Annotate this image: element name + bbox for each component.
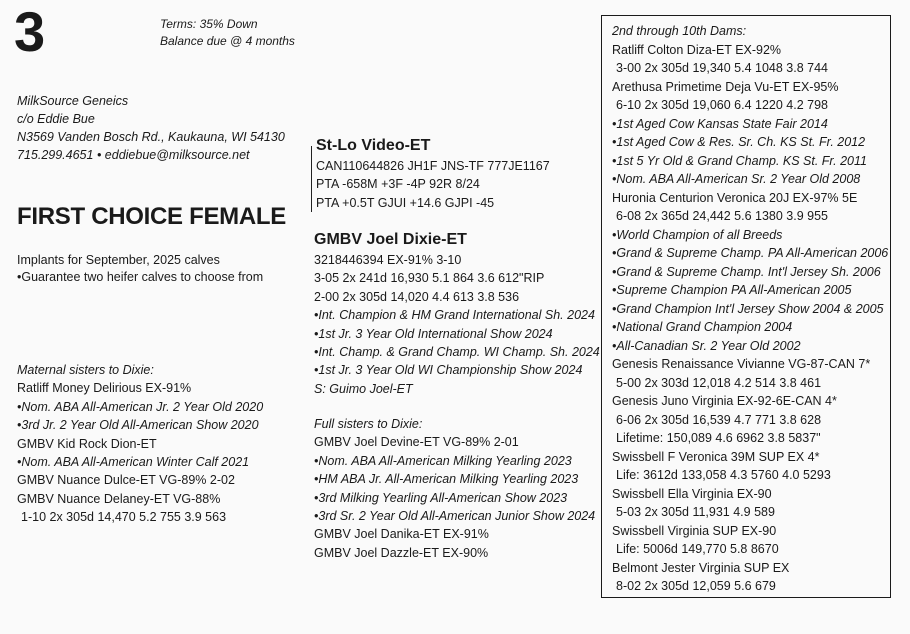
animal-line: Huronia Centurion Veronica 20J EX-97% 5E xyxy=(612,190,858,205)
terms-down: Terms: 35% Down xyxy=(160,17,258,31)
record-line: Life: 5006d 149,770 5.8 8670 xyxy=(616,542,779,556)
maternal-sisters-heading: Maternal sisters to Dixie: xyxy=(17,363,154,377)
maternal-sisters xyxy=(17,361,263,527)
honor-line: S: Guimo Joel-ET xyxy=(314,381,413,396)
implants-line: Implants for September, 2025 calves xyxy=(17,253,220,267)
record-line: Lifetime: 150,089 4.6 6962 3.8 5837" xyxy=(616,431,821,445)
honor-line: •Nom. ABA All-American Milking Yearling 2023 xyxy=(314,453,572,468)
honor-line: •3rd Jr. 2 Year Old All-American Show 2020 xyxy=(17,418,259,433)
honor-line: •3rd Sr. 2 Year Old All-American Junior Show 2024 xyxy=(314,509,596,524)
dam-block xyxy=(314,229,600,398)
seller-phone-email: 715.299.4651 • eddiebue@milksource.net xyxy=(17,148,250,162)
honor-line: •1st Aged Cow Kansas State Fair 2014 xyxy=(612,116,828,131)
terms-balance: Balance due @ 4 months xyxy=(160,34,295,48)
dams-list xyxy=(612,41,888,596)
full-sisters-list xyxy=(314,433,595,562)
dam-name: GMBV Joel Dixie-ET xyxy=(314,231,467,248)
animal-line: Arethusa Primetime Deja Vu-ET EX-95% xyxy=(612,79,839,94)
animal-line: GMBV Kid Rock Dion-ET xyxy=(17,436,157,451)
record-line: 1-10 2x 305d 14,470 5.2 755 3.9 563 xyxy=(21,510,227,525)
sire-line: CAN110644826 JH1F JNS-TF 777JE1167 xyxy=(316,159,550,173)
lot-number: 3 xyxy=(14,0,45,63)
record-line: 6-06 2x 305d 16,539 4.7 771 3.8 628 xyxy=(616,412,822,427)
animal-line: Ratliff Colton Diza-ET EX-92% xyxy=(612,42,782,57)
honor-line: •Int. Champ. & Grand Champ. WI Champ. Sh. 2024 xyxy=(314,345,600,360)
honor-line: •1st Jr. 3 Year Old International Show 2024 xyxy=(314,326,553,341)
honor-line: •1st Aged Cow & Res. Sr. Ch. KS St. Fr. 2012 xyxy=(612,135,866,149)
honor-line: •Int. Champion & HM Grand International Sh. 2024 xyxy=(314,308,595,323)
animal-line: 3-05 2x 241d 16,930 5.1 864 3.6 612"RIP xyxy=(314,271,545,286)
record-line: 3-00 2x 305d 19,340 5.4 1048 3.8 744 xyxy=(616,61,828,75)
record-line: 5-03 2x 305d 11,931 4.9 589 xyxy=(616,505,775,519)
animal-line: 2-00 2x 305d 14,020 4.4 613 3.8 536 xyxy=(314,289,520,304)
honor-line: •Grand & Supreme Champ. Int'l Jersey Sh. 2006 xyxy=(612,264,881,279)
honor-line: •World Champion of all Breeds xyxy=(612,227,783,242)
animal-line: GMBV Nuance Delaney-ET VG-88% xyxy=(17,491,221,506)
honor-line: •Grand & Supreme Champ. PA All-American 2006 xyxy=(612,246,889,260)
animal-line: GMBV Nuance Dulce-ET VG-89% 2-02 xyxy=(17,473,235,488)
record-line: 5-00 2x 303d 12,018 4.2 514 3.8 461 xyxy=(616,375,822,390)
honor-line: •HM ABA Jr. All-American Milking Yearling 2023 xyxy=(314,472,579,487)
terms xyxy=(160,16,295,50)
honor-line: •1st Jr. 3 Year Old WI Championship Show 2024 xyxy=(314,363,583,378)
implants-info xyxy=(17,252,263,286)
seller-address: N3569 Vanden Bosch Rd., Kaukauna, WI 54130 xyxy=(17,130,285,144)
sire-line: PTA +0.5T GJUI +14.6 GJPI -45 xyxy=(316,195,495,210)
dams-pedigree xyxy=(612,22,888,596)
animal-line: Swissbell Ella Virginia EX-90 xyxy=(612,486,772,501)
sire-name: St-Lo Video-ET xyxy=(316,137,431,154)
honor-line: •Supreme Champion PA All-American 2005 xyxy=(612,283,852,297)
animal-line: Genesis Juno Virginia EX-92-6E-CAN 4* xyxy=(612,394,837,408)
sire-line: PTA -658M +3F -4P 92R 8/24 xyxy=(316,177,480,192)
full-sisters xyxy=(314,415,595,562)
animal-line: Genesis Renaissance Vivianne VG-87-CAN 7* xyxy=(612,357,871,371)
animal-line: GMBV Joel Danika-ET EX-91% xyxy=(314,527,489,542)
animal-line: Ratliff Money Delirious EX-91% xyxy=(17,381,192,396)
animal-line: GMBV Joel Dazzle-ET EX-90% xyxy=(314,545,489,560)
record-line: 6-08 2x 365d 24,442 5.6 1380 3.9 955 xyxy=(616,209,828,223)
animal-line: GMBV Joel Devine-ET VG-89% 2-01 xyxy=(314,435,519,450)
honor-line: •Nom. ABA All-American Jr. 2 Year Old 2020 xyxy=(17,399,264,414)
seller-contact: c/o Eddie Bue xyxy=(17,112,95,126)
honor-line: •3rd Milking Yearling All-American Show 2023 xyxy=(314,490,568,505)
honor-line: •National Grand Champion 2004 xyxy=(612,320,793,334)
record-line: 8-02 2x 305d 12,059 5.6 679 xyxy=(616,579,776,593)
seller-name: MilkSource Geneics xyxy=(17,94,129,108)
sire-block xyxy=(316,135,550,212)
record-line: 6-10 2x 305d 19,060 6.4 1220 4.2 798 xyxy=(616,98,828,112)
guarantee-line: •Guarantee two heifer calves to choose from xyxy=(17,270,264,284)
record-line: Life: 3612d 133,058 4.3 5760 4.0 5293 xyxy=(616,468,831,482)
maternal-sisters-list xyxy=(17,379,263,526)
lot-title: FIRST CHOICE FEMALE xyxy=(17,203,286,230)
animal-line: 3218446394 EX-91% 3-10 xyxy=(314,253,462,267)
seller-info xyxy=(17,92,285,164)
animal-line: Belmont Jester Virginia SUP EX xyxy=(612,560,790,575)
honor-line: •Nom. ABA All-American Sr. 2 Year Old 2008 xyxy=(612,172,861,186)
animal-line: Swissbell Virginia SUP EX-90 xyxy=(612,523,777,538)
full-sisters-heading: Full sisters to Dixie: xyxy=(314,417,423,431)
dam-details xyxy=(314,251,600,398)
honor-line: •All-Canadian Sr. 2 Year Old 2002 xyxy=(612,338,801,353)
honor-line: •Grand Champion Int'l Jersey Show 2004 & 2005 xyxy=(612,301,884,316)
honor-line: •1st 5 Yr Old & Grand Champ. KS St. Fr. 2011 xyxy=(612,153,867,168)
sire-divider xyxy=(311,146,312,212)
dams-heading: 2nd through 10th Dams: xyxy=(612,24,747,38)
animal-line: Swissbell F Veronica 39M SUP EX 4* xyxy=(612,449,820,464)
honor-line: •Nom. ABA All-American Winter Calf 2021 xyxy=(17,455,250,470)
